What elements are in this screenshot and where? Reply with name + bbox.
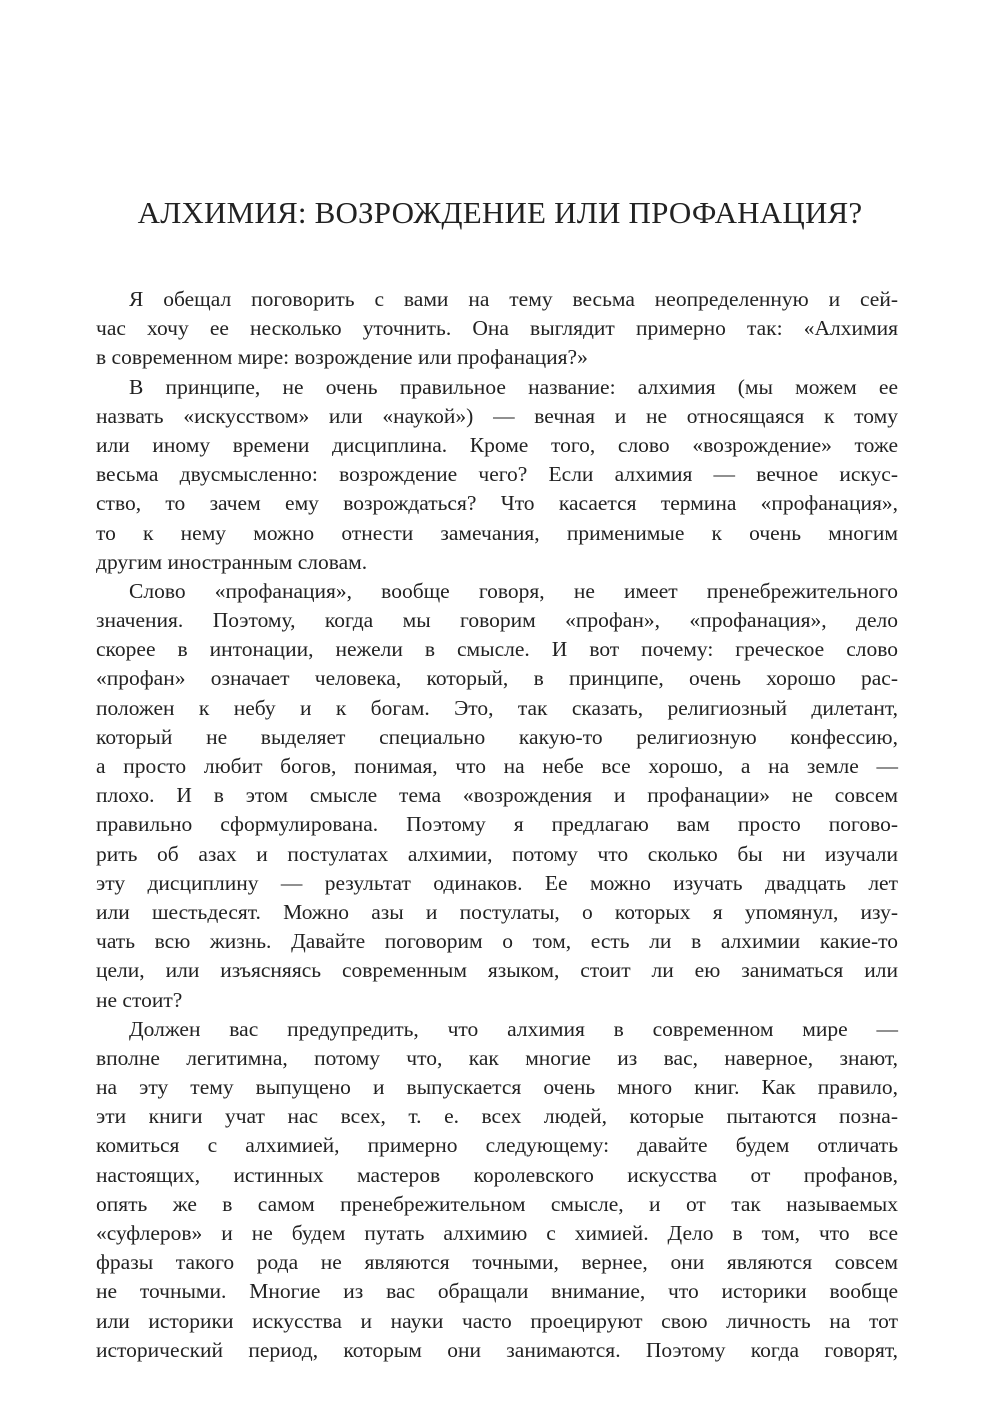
text-line: не стоит? <box>96 987 183 1012</box>
text-line: в современном мире: возрождение или профанация?» <box>96 345 588 370</box>
text-line: или иному времени дисциплина. Кроме того, слово «возрождение» тоже <box>96 432 898 457</box>
text-line: который не выделяет специально какую-то религиозную конфессию, <box>96 724 898 749</box>
text-line: эту дисциплину — результат одинаков. Ее можно изучать двадцать лет <box>96 870 898 895</box>
text-line: цели, или изъясняясь современным языком, стоит ли ею заниматься или <box>96 958 898 983</box>
text-line: весьма двусмысленно: возрождение чего? Если алхимия — вечное искус- <box>96 462 898 487</box>
text-line: «профан» означает человека, который, в принципе, очень хорошо рас- <box>96 666 898 691</box>
paragraph <box>96 577 898 1015</box>
text-line: Слово «профанация», вообще говоря, не имеет пренебрежительного <box>129 578 898 603</box>
text-line: Должен вас предупредить, что алхимия в современном мире — <box>129 1016 898 1041</box>
text-line: опять же в самом пренебрежительном смысле, и от так называемых <box>96 1191 898 1216</box>
text-line: чать всю жизнь. Давайте поговорим о том, есть ли в алхимии какие-то <box>96 929 898 954</box>
chapter-body <box>96 285 898 1365</box>
text-line: а просто любит богов, понимая, что на небе все хорошо, а на земле — <box>96 754 898 778</box>
text-line: то к нему можно отнести замечания, применимые к очень многим <box>96 520 898 545</box>
text-line: правильно сформулирована. Поэтому я предлагаю вам просто погово- <box>96 812 898 837</box>
text-line: фразы такого рода не являются точными, вернее, они являются совсем <box>96 1250 898 1275</box>
paragraph <box>96 373 898 577</box>
text-line: или историки искусства и науки часто проецируют свою личность на тот <box>96 1308 898 1333</box>
text-line: рить об азах и постулатах алхимии, потому что сколько бы ни изучали <box>96 841 898 866</box>
paragraph <box>96 285 898 373</box>
text-line: настоящих, истинных мастеров королевского искусства от профанов, <box>96 1162 898 1187</box>
text-line: «суфлеров» и не будем путать алхимию с химией. Дело в том, что все <box>96 1221 898 1245</box>
text-line: другим иностранным словам. <box>96 549 368 574</box>
text-line: ство, то зачем ему возрождаться? Что касается термина «профанация», <box>96 491 898 516</box>
text-line: или шестьдесят. Можно азы и постулаты, о которых я упомянул, изу- <box>96 899 898 924</box>
text-line: скорее в интонации, нежели в смысле. И вот почему: греческое слово <box>96 637 898 662</box>
text-line: В принципе, не очень правильное название: алхимия (мы можем ее <box>129 374 898 399</box>
text-line: не точными. Многие из вас обращали внимание, что историки вообще <box>96 1279 898 1304</box>
chapter-title: АЛХИМИЯ: ВОЗРОЖДЕНИЕ ИЛИ ПРОФАНАЦИЯ? <box>137 195 863 230</box>
text-line: эти книги учат нас всех, т. е. всех людей, которые пытаются позна- <box>96 1104 898 1129</box>
text-line: комиться с алхимией, примерно следующему: давайте будем отличать <box>96 1133 898 1158</box>
paragraph <box>96 1015 898 1365</box>
text-line: Я обещал поговорить с вами на тему весьма неопределенную и сей- <box>129 287 898 311</box>
text-line: значения. Поэтому, когда мы говорим «профан», «профанация», дело <box>96 608 898 633</box>
text-line: положен к небу и к богам. Это, так сказать, религиозный дилетант, <box>96 695 898 720</box>
text-line: исторический период, которым они занимаются. Поэтому когда говорят, <box>96 1337 898 1362</box>
text-line: назвать «искусством» или «наукой») — вечная и не относящаяся к тому <box>96 403 898 428</box>
text-line: час хочу ее несколько уточнить. Она выглядит примерно так: «Алхимия <box>96 316 898 341</box>
text-line: плохо. И в этом смысле тема «возрождения и профанации» не совсем <box>96 783 898 808</box>
text-line: вполне легитимна, потому что, как многие из вас, наверное, знают, <box>96 1045 898 1070</box>
text-line: на эту тему выпущено и выпускается очень много книг. Как правило, <box>96 1075 898 1100</box>
